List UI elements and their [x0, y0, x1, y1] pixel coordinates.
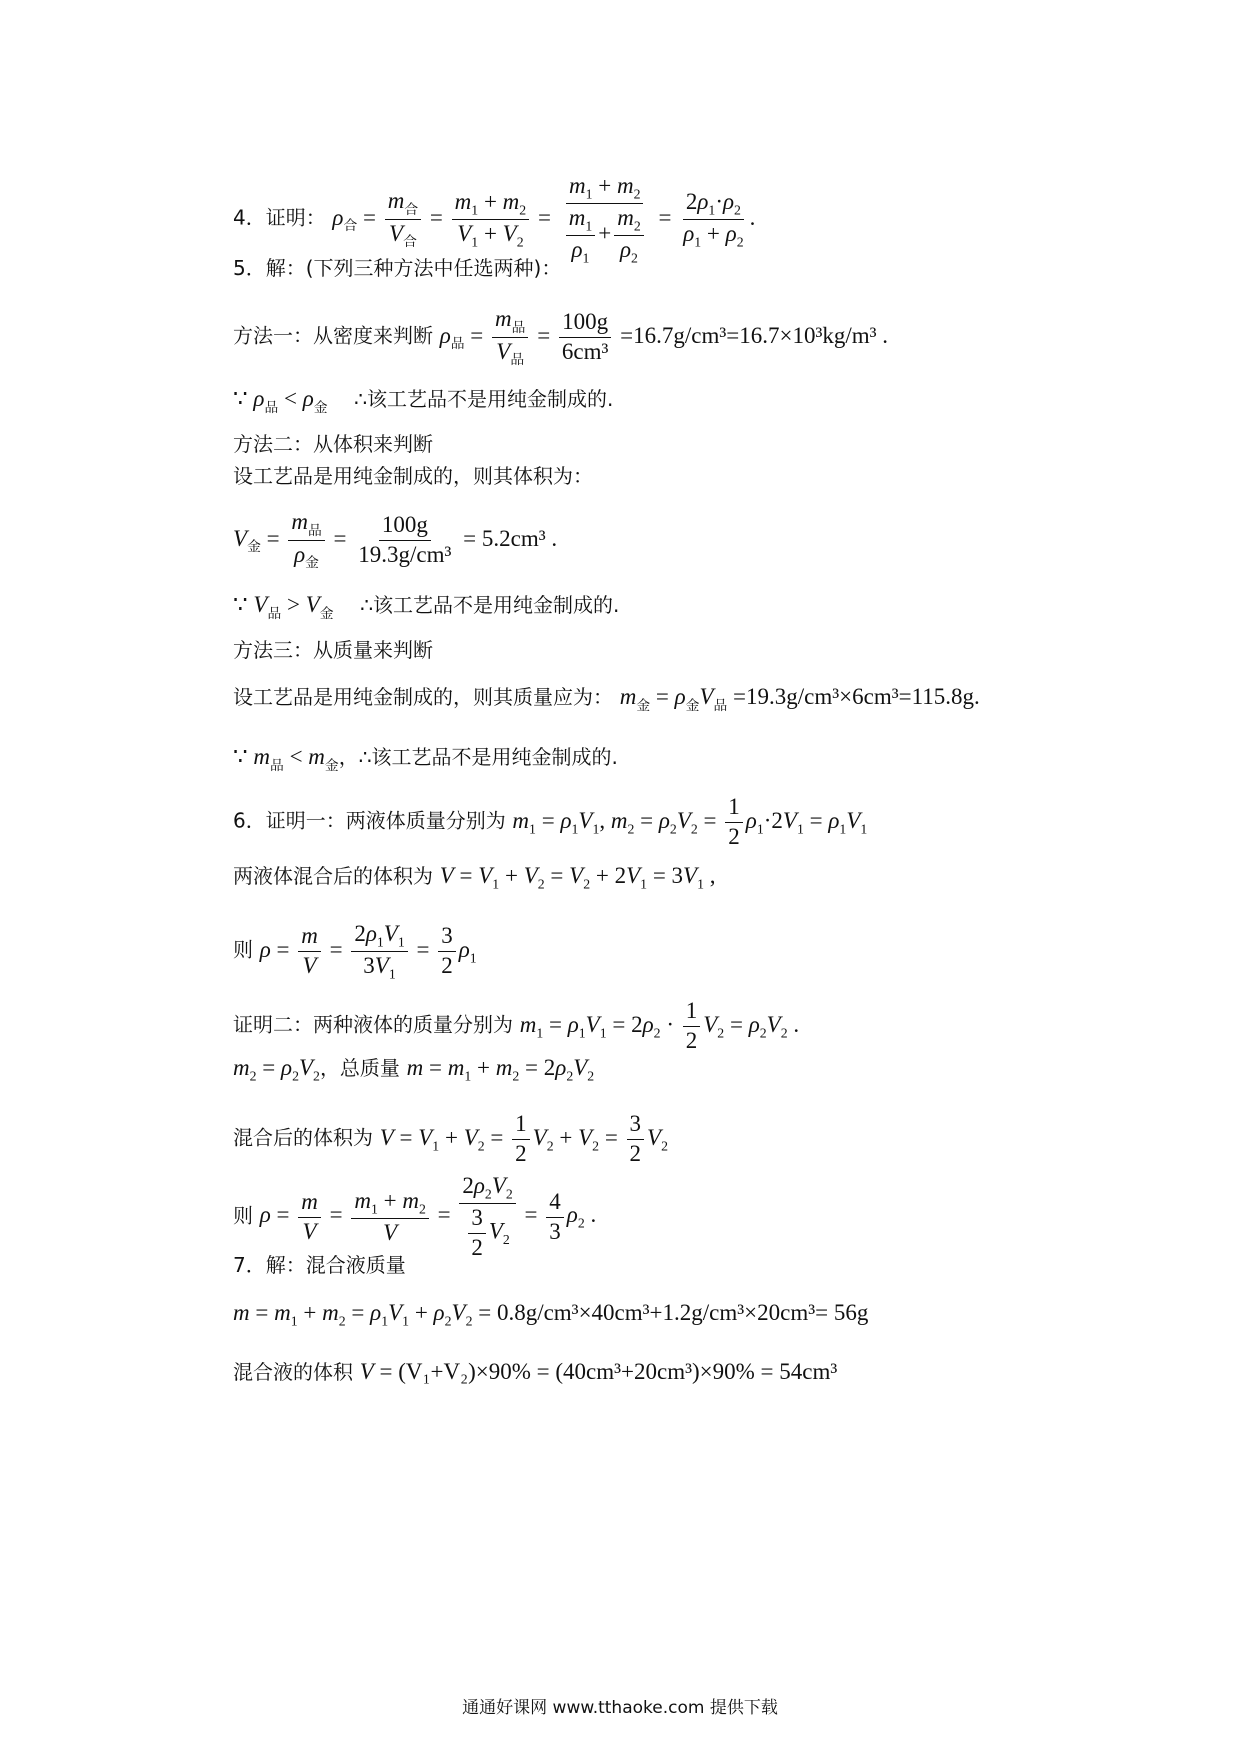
method1-result: =16.7g/cm³=16.7×10³kg/m³ .	[620, 322, 889, 348]
q7-mass: $m = m_1 + m_2 = \rho_1V_1 + \rho_2V_2 = 0.8g/cm^3\times 40cm^3+1.2g/cm^3\times 20cm^3= 56g$	[233, 1300, 869, 1329]
q7-label: 7．解：混合液质量	[233, 1253, 406, 1277]
q4-label: 4．证明：	[233, 205, 326, 230]
q6-proof2: 证明二：两种液体的质量分别为 $m_1 = \rho_1V_1 = 2\rho_2$ · $\frac{1}{2}$ $V_2 = \rho_2V_2$ .	[233, 998, 800, 1053]
q6-mix-volume: 两液体混合后的体积为 $V = V_1 + V_2 = V_2 + 2V_1 = 3V_1$ ,	[233, 863, 716, 892]
q6-proof1: 6．证明一：两液体质量分别为 $m_1 = \rho_1V_1$, $m_2 = \rho_2V_2$ = $\frac{1}{2}$ $\rho_1\cdot 2V_1 = \rho_1V_1$	[233, 794, 868, 849]
method3-label: 方法三：从质量来判断	[233, 638, 433, 662]
q6-mix-volume2: 混合后的体积为 $V = V_1 + V_2$ = $\frac{1}{2}$ $V_2 + V_2$ = $\frac{3}{2}$ $V_2$	[233, 1111, 669, 1166]
q6-density1: 则 ρ = $\frac{m}{V}$ = $\frac{2\rho_1V_1}{3V_1}$ = $\frac{3}{2}$ $\rho_1$	[233, 921, 477, 982]
q5-conclusion2: ∵ $V_品 > V_金$ ∴该工艺品不是用纯金制成的.	[233, 592, 620, 622]
q7-volume: 混合液的体积 V = (V₁+V₂)×90% = (40cm³+20cm³)×90% = 54cm³	[233, 1359, 838, 1384]
q5-conclusion3: ∵ $m_品 < m_金$，∴该工艺品不是用纯金制成的.	[233, 744, 618, 774]
method1-label: 方法一：从密度来判断	[233, 323, 433, 348]
q5-conclusion1: ∵ $\rho_品 < \rho_金$ ∴该工艺品不是用纯金制成的.	[233, 386, 614, 416]
q5-intro: 5．解：(下列三种方法中任选两种)：	[233, 256, 562, 280]
q5-method3: 设工艺品是用纯金制成的，则其质量应为： $m_金 = \rho_金V_品 =19.3g/cm^3\times 6cm^3=115.8g$.	[233, 684, 980, 714]
q4-formula: $\rho_合$ = $\frac{m_合}{V_合}$ = $\frac{m_1 + m_2}{V_1 + V_2}$ = $m_1 + m_2$ $\frac{m_1}{\rho_1}$ + $\frac{m_2}{\rho_2}$ = $\frac{2\rho_1\cdot\rho_2}{\rho_1 + \rho_2}$ .	[332, 173, 756, 266]
q4-line	[233, 172, 755, 266]
q5-method2-formula: $V_金$ = $\frac{m_品}{\rho_金}$ = $\frac{100g}{\text{19.3g/cm³}}$ = 5.2cm³ .	[233, 509, 558, 572]
method2-assume: 设工艺品是用纯金制成的，则其体积为：	[233, 464, 593, 488]
q5-method1: 方法一：从密度来判断 $\rho_品$ = $\frac{m_品}{V_品}$ = $\frac{100g}{\text{6cm³}}$ =16.7g/cm³=16.7×10³kg/m³ .	[233, 306, 889, 369]
q6-total-mass: $m_2 = \rho_2V_2$，总质量 $m = m_1 + m_2 = 2\rho_2V_2$	[233, 1055, 595, 1084]
page-footer: 通通好课网 www.tthaoke.com 提供下载	[462, 1698, 778, 1718]
q6-density2: 则 ρ = $\frac{m}{V}$ = $\frac{m_1 + m_2}{V}$ = $2\rho_2V_2$ $\frac{3}{2}$ $V_2$ = $\frac{4}{3}$ $\rho_2$ .	[233, 1173, 597, 1260]
method2-label: 方法二：从体积来判断	[233, 432, 433, 456]
